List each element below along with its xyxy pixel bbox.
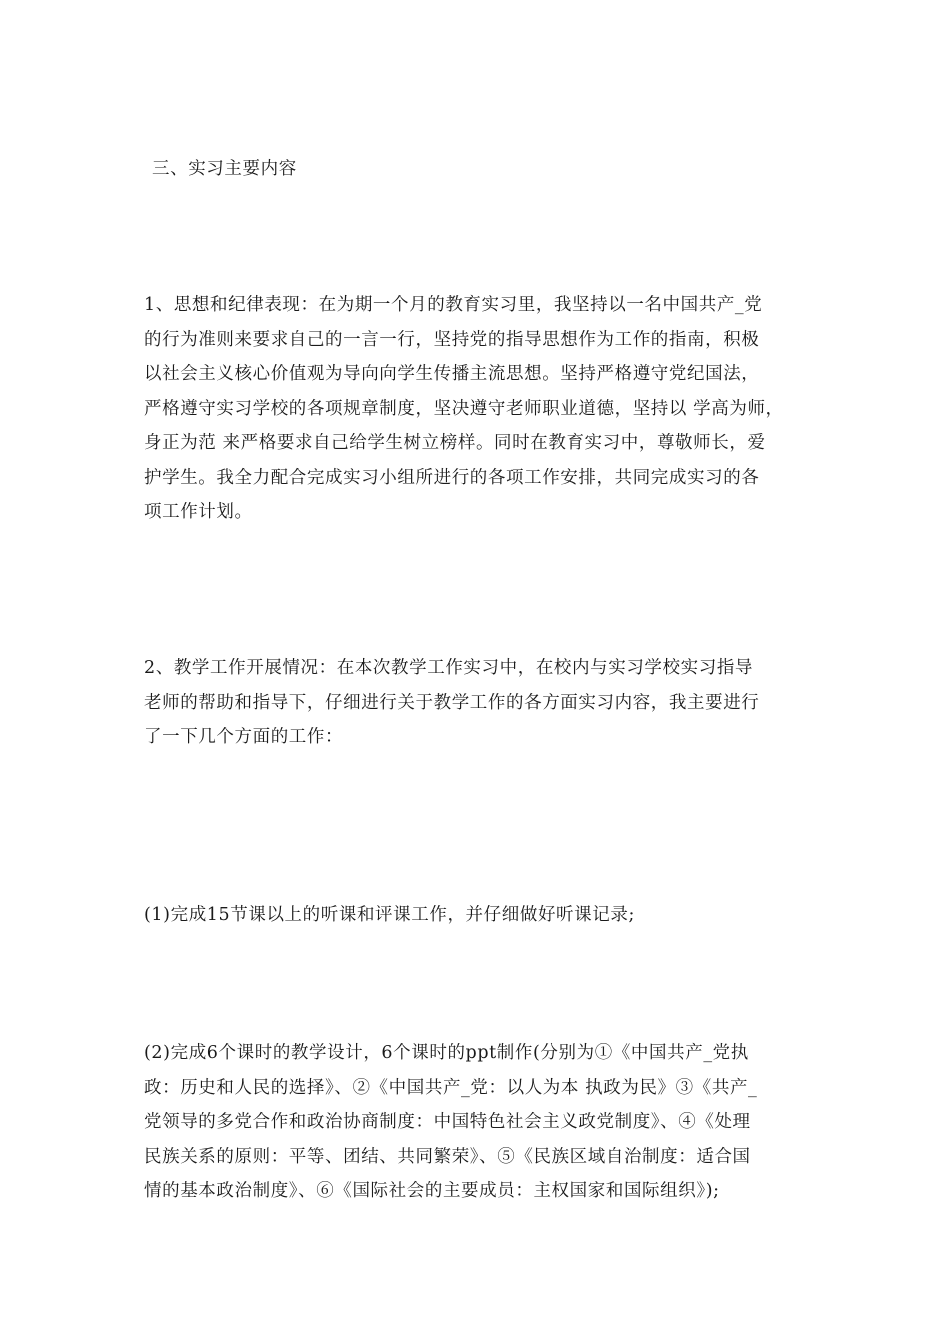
paragraph-line: 情的基本政治制度》、⑥《国际社会的主要成员：主权国家和国际组织》); [144,1181,720,1201]
paragraph-line: 严格遵守实习学校的各项规章制度，坚决遵守老师职业道德，坚持以 学高为师， [144,398,784,419]
paragraph-line: 2、教学工作开展情况：在本次教学工作实习中，在校内与实习学校实习指导 [144,658,754,678]
paragraph-item-2 [144,1036,814,1209]
paragraph-line: 项工作计划。 [144,502,253,522]
paragraph-line: 老师的帮助和指导下，仔细进行关于教学工作的各方面实习内容，我主要进行 [144,692,760,713]
paragraph-line: 1、思想和纪律表现：在为期一个月的教育实习里，我坚持以一名中国共产_党 [144,295,763,315]
paragraph-line: 了一下几个方面的工作： [144,727,344,747]
paragraph-conduct [144,288,814,530]
paragraph-line: 政：历史和人民的选择》、②《中国共产_党：以人为本 执政为民》③《共产_ [144,1077,758,1098]
paragraph-line: 以社会主义核心价值观为导向向学生传播主流思想。坚持严格遵守党纪国法， [144,364,760,384]
paragraph-item-1 [144,898,814,933]
section-heading: 三、实习主要内容 [152,159,297,179]
paragraph-line: (1)完成15节课以上的听课和评课工作，并仔细做好听课记录; [144,905,635,925]
paragraph-line: 护学生。我全力配合完成实习小组所进行的各项工作安排，共同完成实习的各 [144,467,760,488]
paragraph-line: 党领导的多党合作和政治协商制度：中国特色社会主义政党制度》、④《处理 [144,1112,751,1132]
paragraph-teaching [144,651,814,755]
paragraph-line: 的行为准则来要求自己的一言一行，坚持党的指导思想作为工作的指南，积极 [144,329,760,350]
paragraph-line: 身正为范 来严格要求自己给学生树立榜样。同时在教育实习中，尊敬师长，爱 [144,433,766,453]
paragraph-line: 民族关系的原则：平等、团结、共同繁荣》、⑤《民族区域自治制度：适合国 [144,1146,751,1167]
paragraph-line: (2)完成6个课时的教学设计，6个课时的ppt制作(分别为①《中国共产_党执 [144,1043,749,1063]
